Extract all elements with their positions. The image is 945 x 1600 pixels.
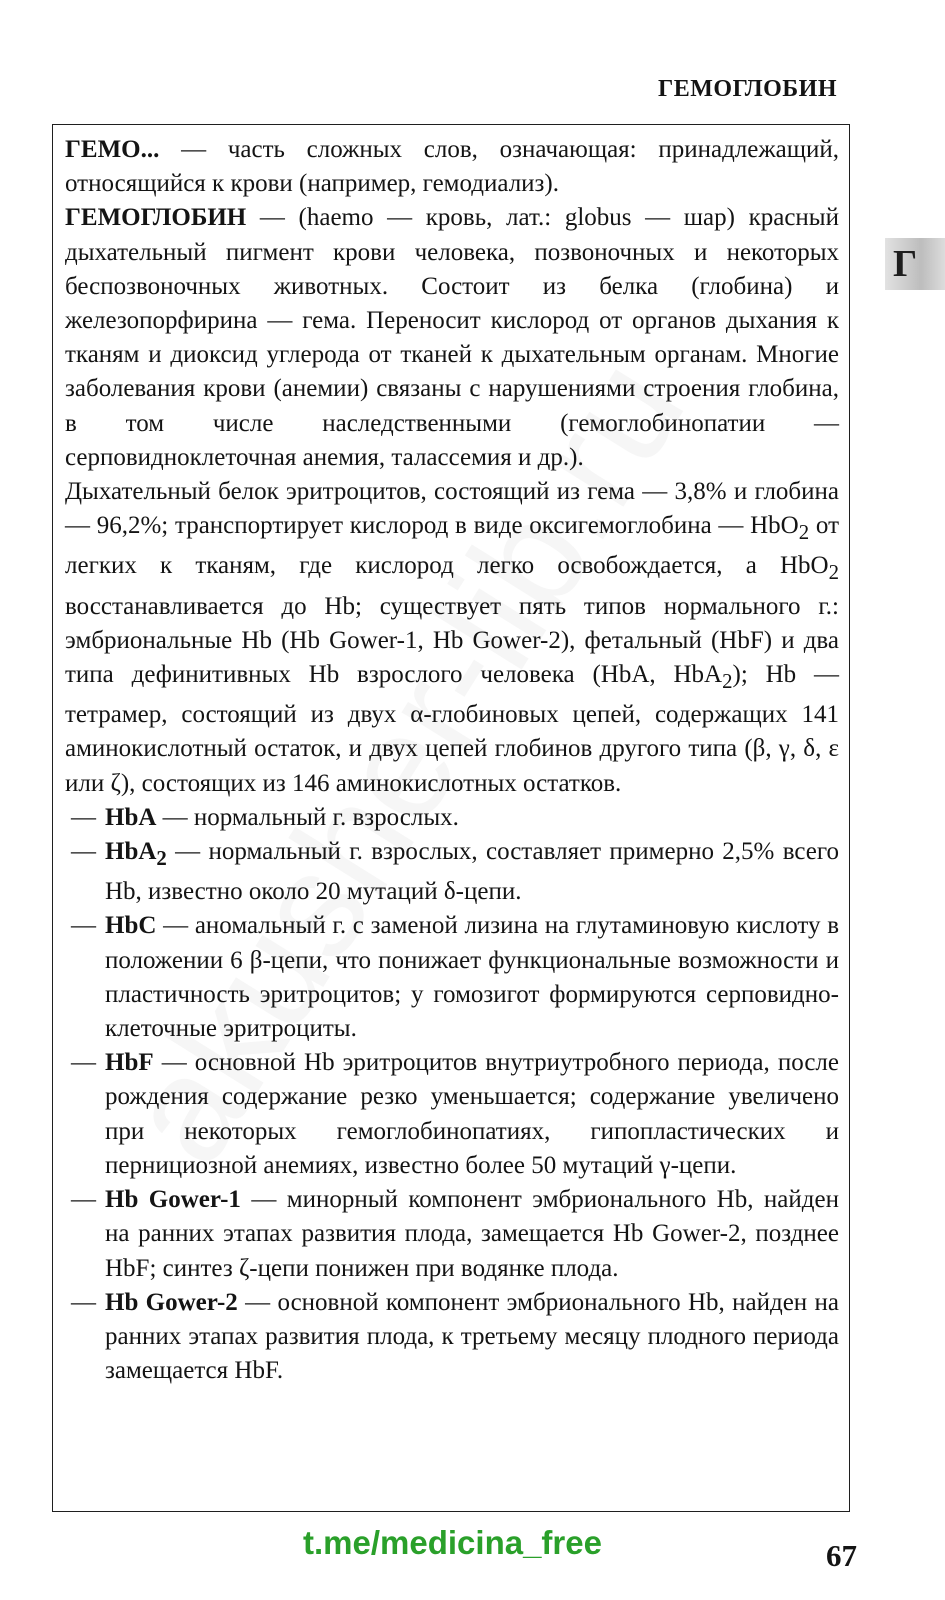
dash-bullet: — <box>71 1288 96 1316</box>
dash-bullet: — <box>71 912 96 940</box>
subscript: 2 <box>798 520 810 545</box>
entry-hemoglobin <box>65 201 839 475</box>
description-text: восстанавливается до Hb; существует пять типов нормального г.: эмбриональные Hb (Hb Gower-1, Hb Gower-2), фетальный (HbF) и два типа дефинитивных Hb взрослого человека (HbA, HbA <box>65 592 839 689</box>
entry-term: ГЕМО... <box>65 136 160 163</box>
list-item-hb-gower-2 <box>65 1286 839 1389</box>
hemoglobin-variants-list <box>65 801 839 1388</box>
variant-term: Hb Gower-1 <box>105 1186 241 1214</box>
entry-gemo <box>65 133 839 201</box>
dash-bullet: — <box>71 838 96 866</box>
entry-text: — часть сложных слов, означающая: принадлежащий, относящийся к крови (например, гемодиализ). <box>65 136 839 198</box>
page-number: 67 <box>826 1538 857 1573</box>
variant-text: — нормальный г. взрослых. <box>156 803 459 831</box>
variant-term: HbC <box>105 912 157 940</box>
list-item-hba <box>65 801 839 835</box>
telegram-channel-link[interactable]: t.me/medicina_free <box>303 1524 602 1561</box>
dash-bullet: — <box>71 803 96 831</box>
variant-text: — аномальный г. с заменой лизина на глутаминовую кислоту в положении 6 β-цепи, что понижает функциональные возможности и пластичность эритроцитов; у гомозигот формируются серповидно-клеточные эритроциты. <box>105 912 839 1043</box>
variant-text: — нормальный г. взрослых, составляет примерно 2,5% всего Hb, известно около 20 мутаций δ-цепи. <box>105 838 839 906</box>
subscript: 2 <box>722 669 733 694</box>
variant-text: — основной компонент эмбрионального Hb, найден на ранних этапах развития плода, к третьему месяцу плодного периода замещается HbF. <box>105 1288 839 1385</box>
variant-text: — основной Hb эритроцитов внутриутробного периода, после рождения содержание резко уменьшается; содержание увеличено при некоторых гемоглобинопатиях, гипопластических и пернициозной анемиях, известно более 50 мутаций γ-цепи. <box>105 1049 839 1179</box>
description-text: от легких к тканям, где кислород легко освобождается, а HbO <box>65 512 839 580</box>
dash-bullet: — <box>71 1186 96 1214</box>
entry-term: ГЕМОГЛОБИН <box>65 204 247 232</box>
description-text: ); Hb — тетрамер, состоящий из двух α-глобиновых цепей, содержащих 141 аминокислотный остаток, и двух цепей глобинов другого типа (β, γ, δ, ε или ζ), состоящих из 146 аминокислотных остатков. <box>65 661 839 797</box>
variant-term: HbA <box>105 803 157 831</box>
list-item-hba2 <box>65 835 839 909</box>
subscript: 2 <box>828 560 839 585</box>
description-text: Дыхательный белок эритроцитов, состоящий из гема — 3,8% и глобина — 96,2%; транспортирует кислород в виде оксигемоглобина — HbO <box>65 478 839 540</box>
entry-description <box>65 475 839 801</box>
list-item-hb-gower-1 <box>65 1183 839 1286</box>
variant-term: Hb Gower-2 <box>105 1288 238 1316</box>
letter-thumb-tab: Г <box>885 238 945 290</box>
variant-term-base: HbA <box>105 838 157 866</box>
variant-term: HbF <box>105 1049 154 1077</box>
dictionary-entry-box <box>52 124 850 1512</box>
variant-term <box>105 838 167 871</box>
subscript: 2 <box>156 846 167 871</box>
entry-text: — (haemo — кровь, лат.: globus — шар) красный дыхательный пигмент крови человека, позвоночных и некоторых беспозвоночных животных. Состоит из белка (глобина) и железопорфирина — гема. Переносит кислород от органов дыхания к тканям и диоксид углерода от тканей к дыхательным органам. Многие заболевания крови (анемии) связаны с нарушениями строения глобина, в том числе наследственными (гемоглобинопатии — серповидноклеточная анемия, талассемия и др.). <box>65 204 839 471</box>
running-head: ГЕМОГЛОБИН <box>658 76 837 102</box>
variant-text: — минорный компонент эмбрионального Hb, найден на ранних этапах развития плода, замещается Hb Gower-2, позднее HbF; синтез ζ-цепи понижен при водянке плода. <box>105 1186 839 1282</box>
list-item-hbc <box>65 909 839 1046</box>
list-item-hbf <box>65 1046 839 1183</box>
dash-bullet: — <box>71 1049 96 1077</box>
